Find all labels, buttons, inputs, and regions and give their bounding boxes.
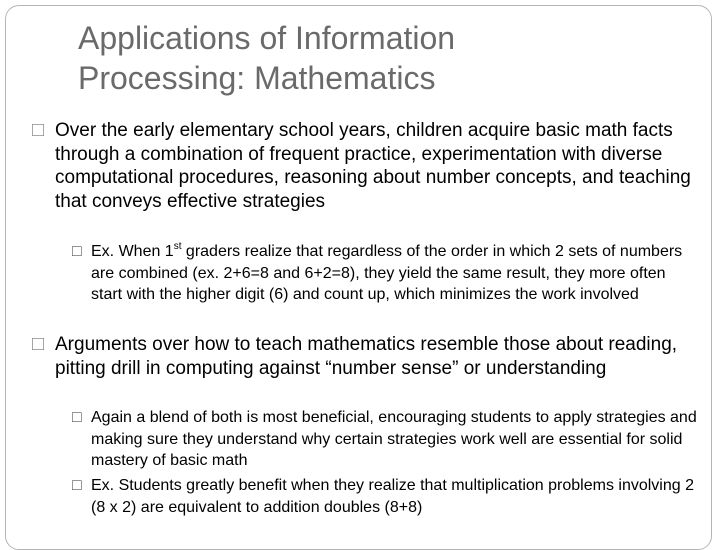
sub-bullet-square-icon: □ <box>72 409 82 426</box>
sub-bullet-square-icon: □ <box>72 477 82 494</box>
bullet-2-sub-1-text: Again a blend of both is most beneficial, encouraging students to apply strategies and making sure they understand why certain strategies work well are essential for solid mastery of basic math <box>91 409 697 469</box>
bullet-1-sub-1 <box>72 241 701 306</box>
slide-title-line1: Applications of Information <box>78 20 456 56</box>
bullet-1-text: Over the early elementary school years, children acquire basic math facts through a combination of frequent practice, experimentation with diverse computational procedures, reasoning about number concepts, and teaching that conveys effective strategies <box>55 120 691 212</box>
bullet-2 <box>32 333 695 380</box>
bullet-2-sub-2-text: Ex. Students greatly benefit when they realize that multiplication problems involving 2 (8 x 2) are equivalent to addition doubles (8+8) <box>91 477 694 516</box>
bullet-2-sub-1 <box>72 407 701 472</box>
bullet-square-icon: □ <box>32 333 45 355</box>
bullet-2-sub-2 <box>72 475 701 518</box>
bullet-2-text: Arguments over how to teach mathematics resemble those about reading, pitting drill in computing against “number sense” or understanding <box>55 334 678 379</box>
bullet-1-sub-1-text: Ex. When 1st graders realize that regardless of the order in which 2 sets of numbers are combined (ex. 2+6=8 and 6+2=8), they yield the same result, they more often start with the higher digit (6) and count up, which minimizes the work involved <box>91 241 683 303</box>
sub-bullet-square-icon: □ <box>72 243 82 260</box>
slide-title <box>78 18 678 98</box>
bullet-1 <box>32 119 695 213</box>
slide-title-line2: Processing: Mathematics <box>78 60 436 96</box>
bullet-square-icon: □ <box>32 119 45 141</box>
